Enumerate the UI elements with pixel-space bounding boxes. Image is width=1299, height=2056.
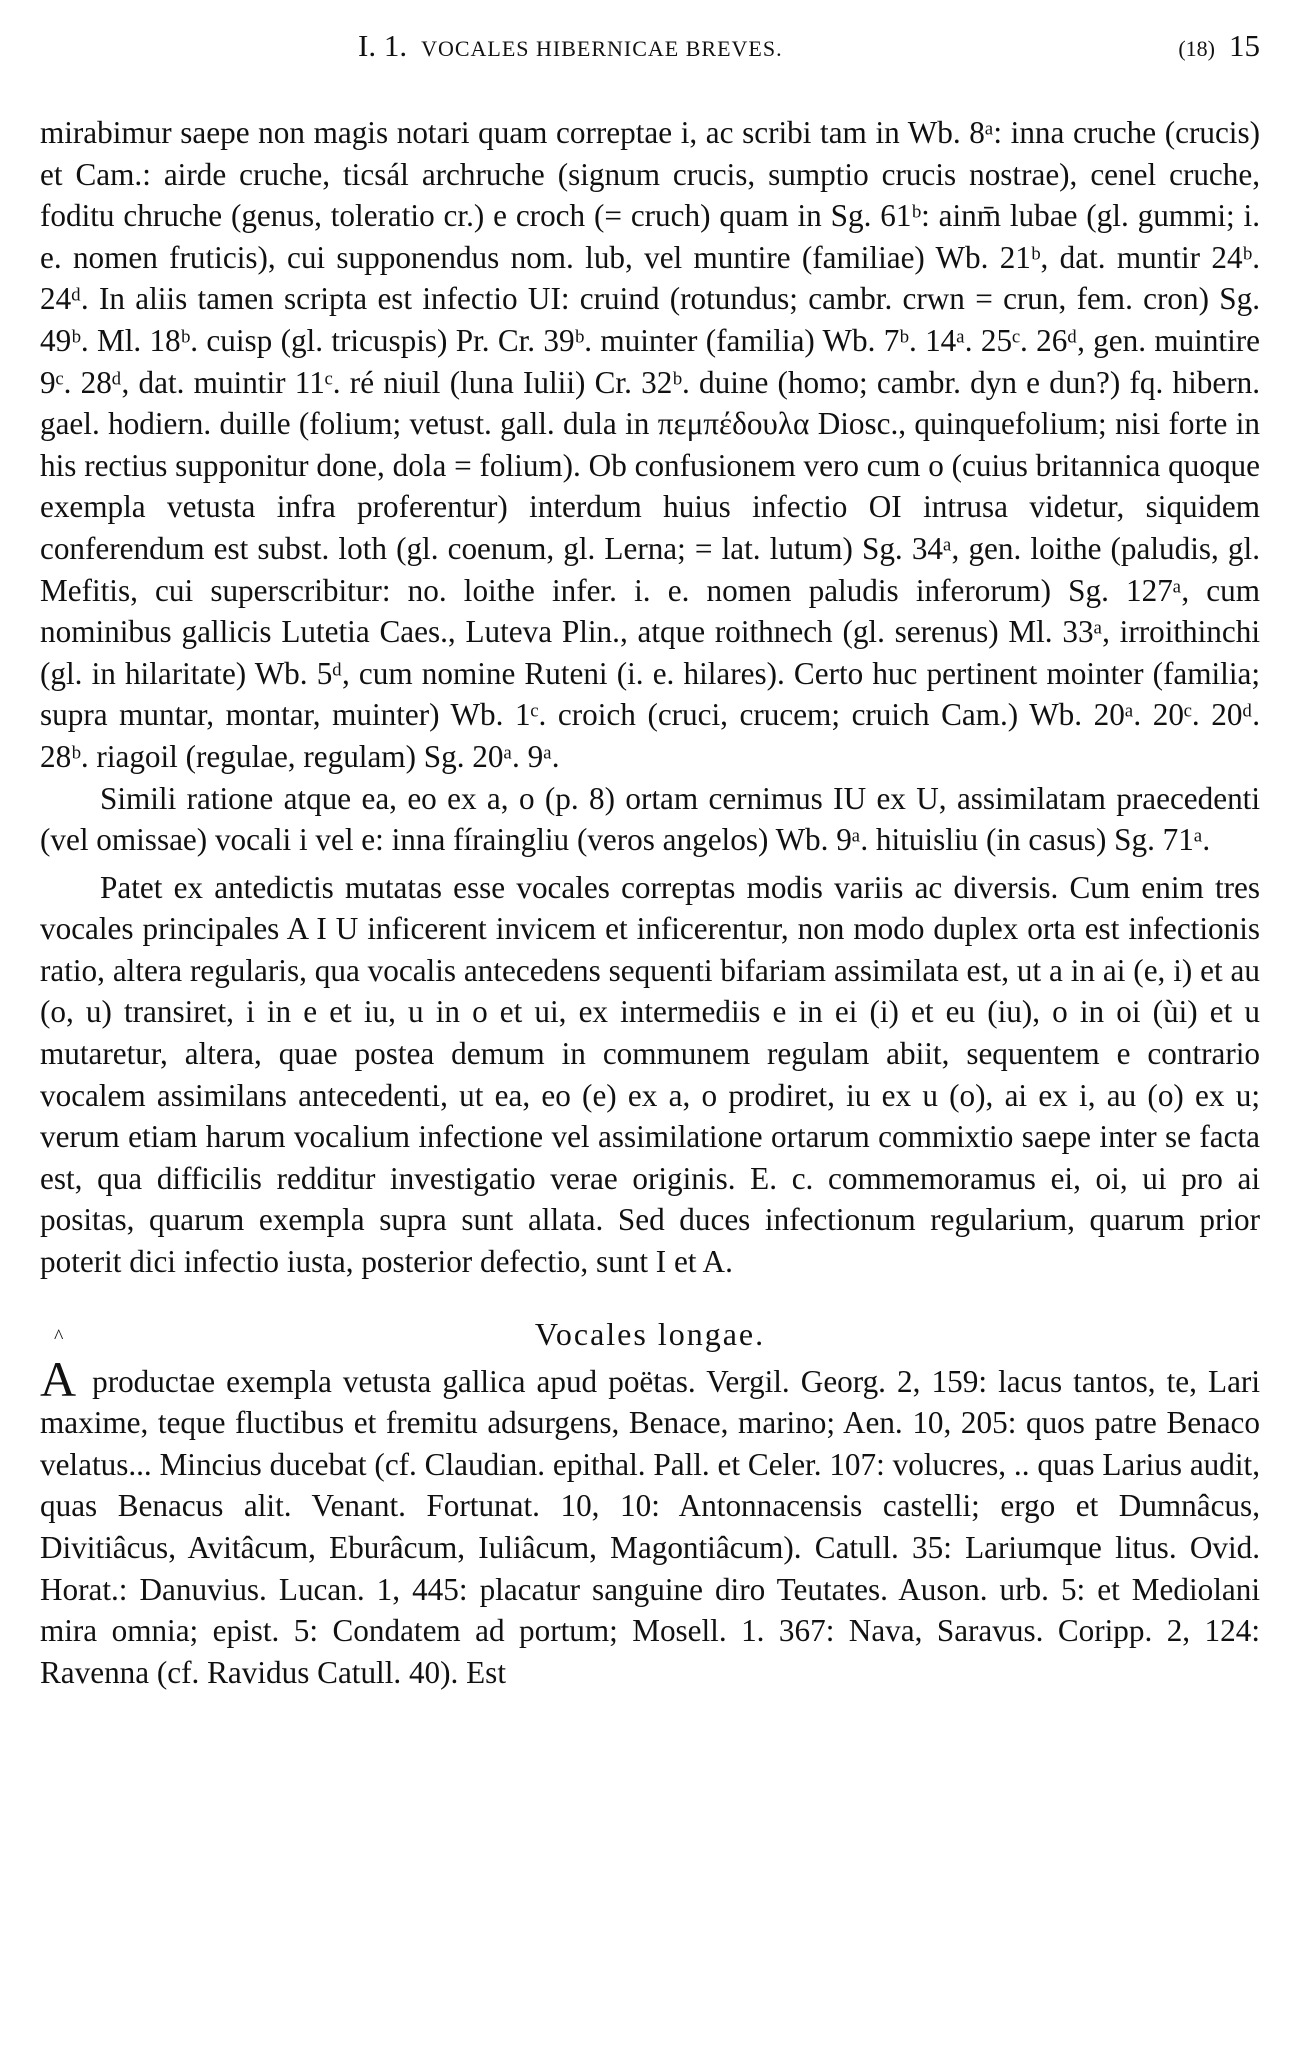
- dropcap-glyph: A: [40, 1350, 77, 1407]
- header-left: [358, 28, 783, 64]
- paragraph-4-text: productae exempla vetusta gallica apud poëtas. Vergil. Georg. 2, 159: lacus tantos, te, Lari maxime, teque fluctibus et fremitu adsurgens, Benace, marino; Aen. 10, 205: quos patre Benaco velatus... Mincius ducebat (cf. Claudian. epithal. Pall. et Celer. 107: volucres, .. quas Larius audit, quas Benacus alit. Venant. Fortunat. 10, 10: Antonnacensis castelli; ergo et Dumnâcus, Divitiâcus, Avitâcum, Eburâcum, Iuliâcum, Magontiâcum). Catull. 35: Lariumque litus. Ovid. Horat.: Danuvius. Lucan. 1, 445: placatur sanguine diro Teutates. Auson. urb. 5: et Mediolani mira omnia; epist. 5: Condatem ad portum; Mosell. 1. 367: Nava, Saravus. Coripp. 2, 124: Ravenna (cf. Ravidus Catull. 40). Est: [40, 1363, 1260, 1690]
- paragraph-2: Simili ratione atque ea, eo ex a, o (p. 8) ortam cernimus IU ex U, assimilatam praecedenti (vel omissae) vocali i vel e: inna fíraingliu (veros angelos) Wb. 9ᵃ. hituisliu (in casus) Sg. 71ᵃ.: [40, 780, 1260, 858]
- header-right: [1178, 28, 1260, 64]
- circumflex-mark: ^: [54, 1325, 64, 1348]
- paragraph-1: mirabimur saepe non magis notari quam correptae i, ac scribi tam in Wb. 8ᵃ: inna cruche (crucis) et Cam.: airde cruche, ticsál archruche (signum crucis, sumptio crucis nostrae), cenel cruche, foditu chruche (genus, toleratio cr.) e croch (= cruch) quam in Sg. 61ᵇ: ainm̄ lubae (gl. gummi; i. e. nomen fruticis), cui supponendus nom. lub, vel muntire (familiae) Wb. 21ᵇ, dat. muntir 24ᵇ. 24ᵈ. In aliis tamen scripta est infectio UI: cruind (rotundus; cambr. crwn = crun, fem. cron) Sg. 49ᵇ. Ml. 18ᵇ. cuisp (gl. tricuspis) Pr. Cr. 39ᵇ. muinter (familia) Wb. 7ᵇ. 14ᵃ. 25ᶜ. 26ᵈ, gen. muintire 9ᶜ. 28ᵈ, dat. muintir 11ᶜ. ré niuil (luna Iulii) Cr. 32ᵇ. duine (homo; cambr. dyn e dun?) fq. hibern. gael. hodiern. duille (folium; vetust. gall. dula in πεμπέδουλα Diosc., quinquefolium; nisi forte in his rectius supponitur done, dola = folium). Ob confusionem vero cum o (cuius britannica quoque exempla vetusta infra proferentur) interdum huius infectio OI intrusa videtur, siquidem conferendum est subst. loth (gl. coenum, gl. Lerna; = lat. lutum) Sg. 34ᵃ, gen. loithe (paludis, gl. Mefitis, cui superscribitur: no. loithe infer. i. e. nomen paludis inferorum) Sg. 127ᵃ, cum nominibus gallicis Lutetia Caes., Luteva Plin., atque roithnech (gl. serenus) Ml. 33ᵃ, irroithinchi (gl. in hilaritate) Wb. 5ᵈ, cum nomine Ruteni (i. e. hilares). Certo huc pertinent mointer (familia; supra muntar, montar, muinter) Wb. 1ᶜ. croich (cruci, crucem; cruich Cam.) Wb. 20ᵃ. 20ᶜ. 20ᵈ. 28ᵇ. riagoil (regulae, regulam) Sg. 20ᵃ. 9ᵃ.: [40, 115, 1260, 774]
- running-header: [40, 28, 1260, 78]
- page-number: 15: [1229, 28, 1260, 63]
- dropcap-letter: [40, 1325, 77, 1407]
- running-title: VOCALES HIBERNICAE BREVES.: [421, 36, 783, 61]
- section-heading: Vocales longae.: [534, 1315, 766, 1352]
- part-number: I. 1.: [358, 28, 408, 63]
- paragraph-3: Patet ex antedictis mutatas esse vocales correptas modis variis ac diversis. Cum enim tres vocales principales A I U inficerent invicem et inficerentur, non modo duplex orta est infectionis ratio, altera regularis, qua vocalis antecedens sequenti bifariam assimilata est, ut a in ai (e, i) et au (o, u) transiret, i in e et iu, u in o et ui, ex intermediis e in ei (i) et eu (iu), o in oi (ùi) et u mutaretur, altera, quae postea demum in communem regulam abiit, sequentem e contrario vocalem assimilans antecedenti, ut ea, eo (e) ex a, o prodiret, iu ex u (o), ai ex i, au (o) ex u; verum etiam harum vocalium infectione vel assimilatione ortarum commixtio saepe inter se facta est, qua difficilis redditur investigatio verae originis. E. c. commemoramus ei, oi, ui pro ai positas, quarum exempla supra sunt allata. Sed duces infectionum regularium, quarum prior poterit dici infectio iusta, posterior defectio, sunt I et A.: [40, 869, 1260, 1280]
- section-number: (18): [1178, 36, 1215, 61]
- main-text: [40, 112, 1260, 1693]
